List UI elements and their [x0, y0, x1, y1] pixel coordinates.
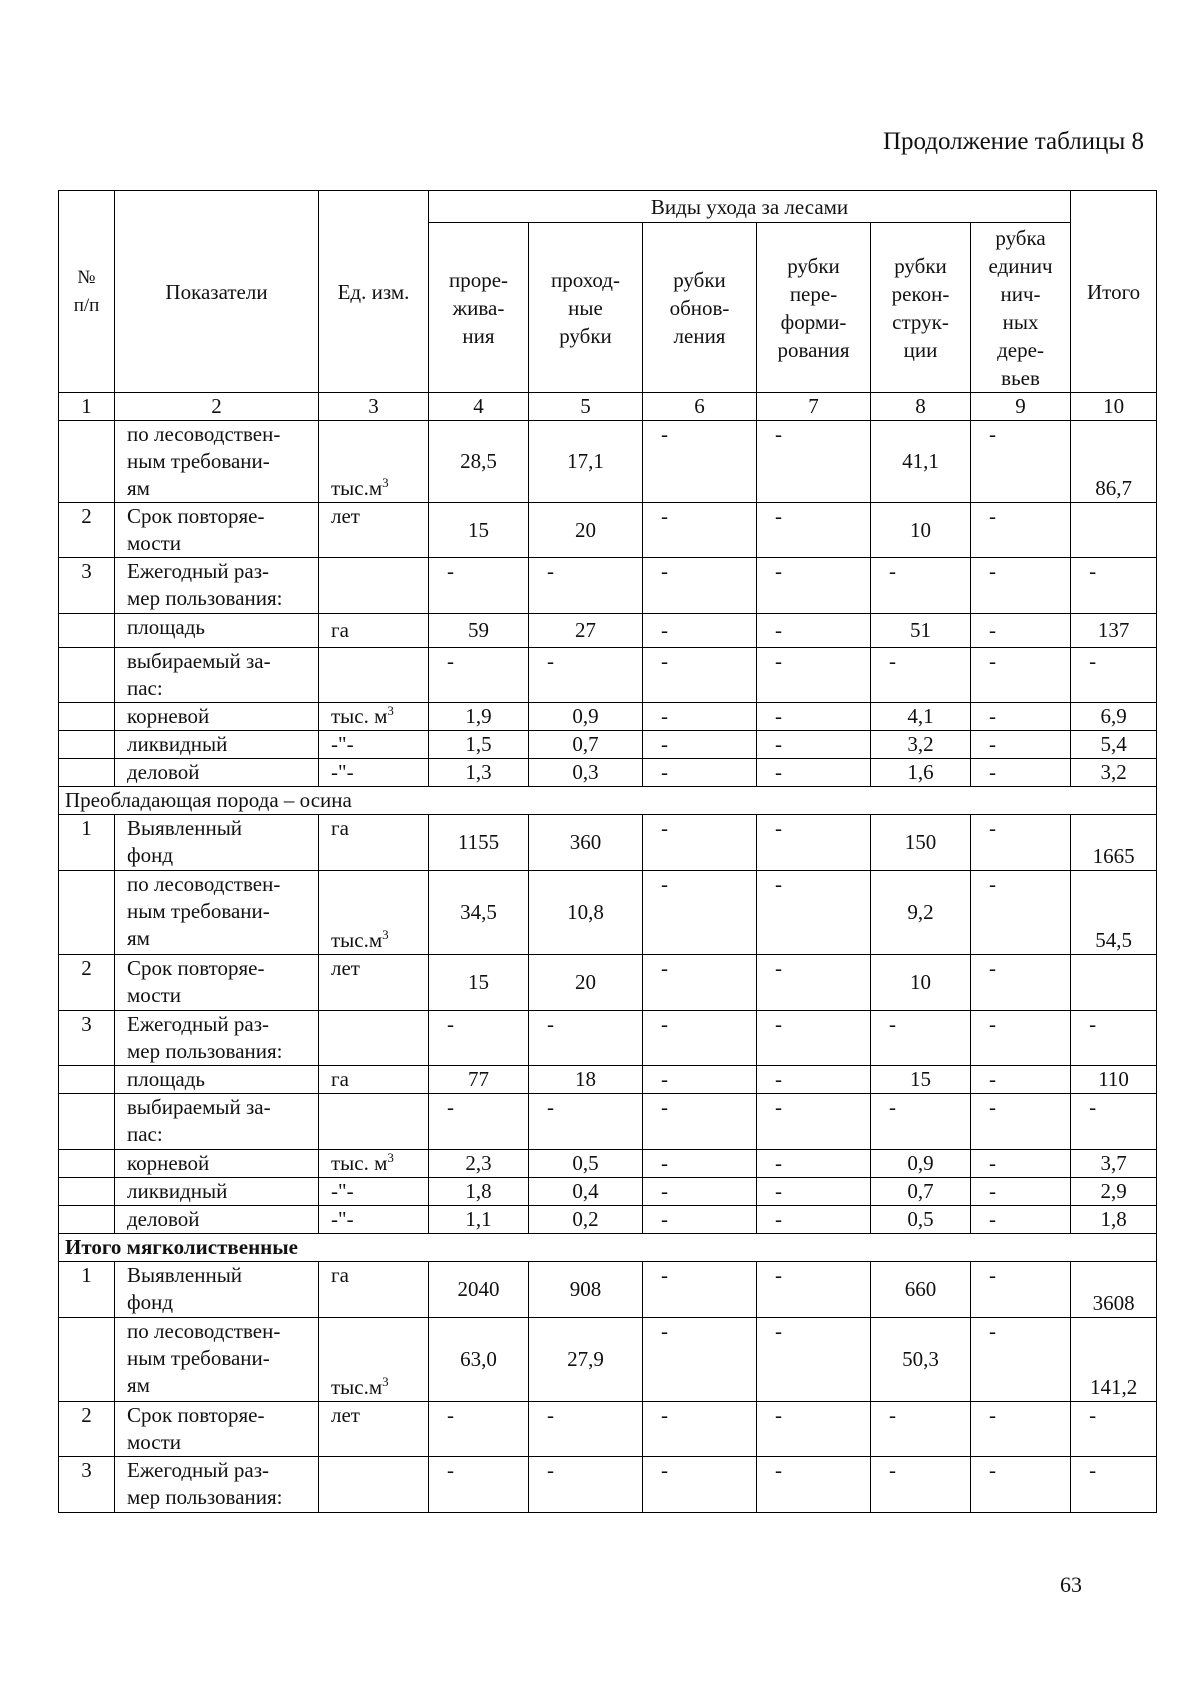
unit-exponent: 3 — [387, 1150, 394, 1165]
value-cell: 59 — [429, 614, 529, 648]
total-cell: 86,7 — [1071, 421, 1157, 503]
total-cell: - — [1071, 1094, 1157, 1150]
value-cell: - — [757, 955, 871, 1011]
indicator-cell: корневой — [115, 1150, 319, 1178]
row-number: 1 — [59, 1262, 115, 1318]
forest-care-table — [58, 190, 1157, 1513]
value-cell: - — [871, 1011, 971, 1066]
value-cell: - — [971, 1066, 1071, 1094]
value-cell: - — [757, 558, 871, 614]
unit-cell — [319, 614, 429, 648]
row-number — [59, 759, 115, 787]
page-number: 63 — [1060, 1572, 1082, 1597]
indicator-cell: площадь — [115, 614, 319, 648]
indicator-cell: Срок повторяе- мости — [115, 1402, 319, 1457]
value-cell: - — [971, 648, 1071, 703]
value-cell: - — [971, 731, 1071, 759]
value-cell: 360 — [529, 815, 643, 871]
value-cell: - — [529, 1457, 643, 1513]
unit-label: га — [331, 618, 349, 642]
value-cell: 1,5 — [429, 731, 529, 759]
value-cell: - — [643, 1094, 757, 1150]
value-cell: 150 — [871, 815, 971, 871]
value-cell: - — [429, 1094, 529, 1150]
row-number — [59, 421, 115, 503]
table-row — [59, 955, 1157, 1011]
unit-cell — [319, 421, 429, 503]
table-row — [59, 558, 1157, 614]
value-cell: 10,8 — [529, 871, 643, 955]
total-cell: 5,4 — [1071, 731, 1157, 759]
value-cell: - — [643, 1318, 757, 1402]
indicator-cell: Срок повторяе- мости — [115, 955, 319, 1011]
value-cell: - — [643, 1150, 757, 1178]
value-cell: - — [643, 1066, 757, 1094]
value-cell: 0,2 — [529, 1206, 643, 1234]
row-number — [59, 1318, 115, 1402]
value-cell: 1,1 — [429, 1206, 529, 1234]
unit-exponent: 3 — [382, 1374, 389, 1389]
indicator-cell: по лесоводствен- ным требовани- ям — [115, 1318, 319, 1402]
table-row — [59, 1094, 1157, 1150]
value-cell: - — [757, 1178, 871, 1206]
value-cell: - — [757, 871, 871, 955]
unit-cell — [319, 759, 429, 787]
table-row — [59, 815, 1157, 871]
section-title: Преобладающая порода – осина — [59, 787, 1157, 815]
total-cell: 3,2 — [1071, 759, 1157, 787]
value-cell: 0,7 — [529, 731, 643, 759]
value-cell: - — [429, 648, 529, 703]
table-row — [59, 1066, 1157, 1094]
row-number: 2 — [59, 1402, 115, 1457]
unit-exponent: 3 — [382, 475, 389, 490]
value-cell: 20 — [529, 955, 643, 1011]
value-cell: 28,5 — [429, 421, 529, 503]
unit-cell — [319, 1178, 429, 1206]
value-cell: - — [871, 1094, 971, 1150]
value-cell: - — [871, 558, 971, 614]
indicator-cell: по лесоводствен- ным требовани- ям — [115, 871, 319, 955]
unit-label: -"- — [331, 1207, 354, 1231]
value-cell: 1,6 — [871, 759, 971, 787]
unit-cell — [319, 1457, 429, 1513]
value-cell: - — [971, 759, 1071, 787]
value-cell: - — [871, 648, 971, 703]
row-number — [59, 648, 115, 703]
row-number: 1 — [59, 815, 115, 871]
unit-label: лет — [331, 956, 360, 980]
value-cell: 1155 — [429, 815, 529, 871]
value-cell: 15 — [429, 955, 529, 1011]
value-cell: - — [643, 1206, 757, 1234]
value-cell: - — [429, 1457, 529, 1513]
table-row — [59, 614, 1157, 648]
unit-label: га — [331, 816, 349, 840]
value-cell: - — [643, 1178, 757, 1206]
total-cell: 54,5 — [1071, 871, 1157, 955]
unit-cell — [319, 1318, 429, 1402]
column-number: 1 — [59, 393, 115, 421]
value-cell: 0,5 — [529, 1150, 643, 1178]
value-cell: - — [757, 648, 871, 703]
value-cell: - — [643, 648, 757, 703]
indicator-cell: ликвидный — [115, 1178, 319, 1206]
value-cell: 15 — [429, 503, 529, 558]
value-cell: - — [971, 1262, 1071, 1318]
value-cell: - — [971, 1206, 1071, 1234]
header-type: рубка единич нич- ных дере- вьев — [971, 223, 1071, 393]
table-row — [59, 759, 1157, 787]
header-type: рубки рекон- струк- ции — [871, 223, 971, 393]
indicator-cell: по лесоводствен- ным требовани- ям — [115, 421, 319, 503]
value-cell: - — [971, 955, 1071, 1011]
value-cell: 2040 — [429, 1262, 529, 1318]
row-number — [59, 731, 115, 759]
unit-cell — [319, 1150, 429, 1178]
value-cell: - — [643, 614, 757, 648]
row-number — [59, 1094, 115, 1150]
unit-label: тыс.м — [331, 1375, 383, 1399]
table-row — [59, 871, 1157, 955]
row-number — [59, 1206, 115, 1234]
value-cell: - — [757, 1402, 871, 1457]
column-number: 2 — [115, 393, 319, 421]
unit-cell — [319, 558, 429, 614]
value-cell: - — [757, 1150, 871, 1178]
indicator-cell: ликвидный — [115, 731, 319, 759]
value-cell: - — [643, 815, 757, 871]
unit-label: лет — [331, 1403, 360, 1427]
table-caption: Продолжение таблицы 8 — [882, 128, 1144, 155]
unit-exponent: 3 — [382, 927, 389, 942]
table-row — [59, 731, 1157, 759]
header-type: рубки пере- форми- рования — [757, 223, 871, 393]
total-cell: - — [1071, 1402, 1157, 1457]
value-cell: 17,1 — [529, 421, 643, 503]
value-cell: - — [643, 503, 757, 558]
indicator-cell: Ежегодный раз- мер пользования: — [115, 558, 319, 614]
value-cell: - — [643, 558, 757, 614]
value-cell: 0,9 — [529, 703, 643, 731]
unit-label: лет — [331, 504, 360, 528]
value-cell: - — [757, 1318, 871, 1402]
indicator-cell: выбираемый за- пас: — [115, 648, 319, 703]
value-cell: - — [757, 731, 871, 759]
value-cell: - — [971, 558, 1071, 614]
column-number: 6 — [643, 393, 757, 421]
row-number — [59, 703, 115, 731]
value-cell: 1,9 — [429, 703, 529, 731]
unit-label: га — [331, 1263, 349, 1287]
indicator-cell: Выявленный фонд — [115, 1262, 319, 1318]
unit-cell — [319, 503, 429, 558]
total-cell: 1665 — [1071, 815, 1157, 871]
total-cell: 141,2 — [1071, 1318, 1157, 1402]
value-cell: - — [429, 1011, 529, 1066]
row-number: 2 — [59, 955, 115, 1011]
row-number: 2 — [59, 503, 115, 558]
table-row — [59, 1206, 1157, 1234]
value-cell: - — [643, 1402, 757, 1457]
value-cell: 18 — [529, 1066, 643, 1094]
value-cell: - — [757, 759, 871, 787]
table-row — [59, 648, 1157, 703]
table-row — [59, 421, 1157, 503]
column-number: 8 — [871, 393, 971, 421]
value-cell: - — [643, 421, 757, 503]
indicator-cell: деловой — [115, 759, 319, 787]
value-cell: - — [971, 614, 1071, 648]
total-cell — [1071, 955, 1157, 1011]
value-cell: - — [429, 1402, 529, 1457]
value-cell: - — [971, 421, 1071, 503]
header-indicator: Показатели — [115, 191, 319, 393]
unit-label: -"- — [331, 1179, 354, 1203]
unit-label: тыс.м — [331, 476, 383, 500]
unit-cell — [319, 1402, 429, 1457]
row-number — [59, 1178, 115, 1206]
value-cell: - — [757, 703, 871, 731]
total-cell: 2,9 — [1071, 1178, 1157, 1206]
value-cell: - — [643, 759, 757, 787]
total-cell: - — [1071, 1457, 1157, 1513]
section-row — [59, 787, 1157, 815]
table-row — [59, 1318, 1157, 1402]
value-cell: 51 — [871, 614, 971, 648]
value-cell: - — [971, 1318, 1071, 1402]
total-cell: 137 — [1071, 614, 1157, 648]
total-cell: 3608 — [1071, 1262, 1157, 1318]
value-cell: - — [757, 1066, 871, 1094]
table-row — [59, 1150, 1157, 1178]
value-cell: 10 — [871, 955, 971, 1011]
table-row — [59, 1178, 1157, 1206]
value-cell: - — [971, 1150, 1071, 1178]
value-cell: 660 — [871, 1262, 971, 1318]
value-cell: 0,5 — [871, 1206, 971, 1234]
value-cell: - — [643, 955, 757, 1011]
unit-label: тыс.м — [331, 928, 383, 952]
unit-cell — [319, 1262, 429, 1318]
value-cell: - — [529, 558, 643, 614]
table-row — [59, 1402, 1157, 1457]
header-total: Итого — [1071, 191, 1157, 393]
value-cell: - — [529, 1094, 643, 1150]
value-cell: 50,3 — [871, 1318, 971, 1402]
column-number: 5 — [529, 393, 643, 421]
value-cell: - — [971, 1011, 1071, 1066]
value-cell: 0,4 — [529, 1178, 643, 1206]
table-row — [59, 703, 1157, 731]
value-cell: 63,0 — [429, 1318, 529, 1402]
value-cell: - — [871, 1402, 971, 1457]
indicator-cell: Выявленный фонд — [115, 815, 319, 871]
row-number: 3 — [59, 1457, 115, 1513]
value-cell: - — [757, 1262, 871, 1318]
row-number: 3 — [59, 558, 115, 614]
value-cell: - — [643, 703, 757, 731]
unit-label: тыс. м — [331, 704, 388, 728]
value-cell: - — [971, 1402, 1071, 1457]
total-cell: 1,8 — [1071, 1206, 1157, 1234]
value-cell: - — [971, 871, 1071, 955]
value-cell: - — [757, 421, 871, 503]
value-cell: - — [529, 1402, 643, 1457]
value-cell: - — [643, 871, 757, 955]
header-type: проре- жива- ния — [429, 223, 529, 393]
table-row — [59, 503, 1157, 558]
section-row — [59, 1234, 1157, 1262]
value-cell: - — [429, 558, 529, 614]
value-cell: - — [757, 503, 871, 558]
indicator-cell: Ежегодный раз- мер пользования: — [115, 1011, 319, 1066]
value-cell: - — [757, 1094, 871, 1150]
row-number — [59, 1066, 115, 1094]
row-number — [59, 1150, 115, 1178]
column-number: 9 — [971, 393, 1071, 421]
unit-label: га — [331, 1067, 349, 1091]
value-cell: 1,8 — [429, 1178, 529, 1206]
total-cell — [1071, 503, 1157, 558]
value-cell: 27 — [529, 614, 643, 648]
value-cell: - — [971, 703, 1071, 731]
unit-cell — [319, 1094, 429, 1150]
column-number: 3 — [319, 393, 429, 421]
row-number — [59, 614, 115, 648]
table-body — [59, 421, 1157, 1513]
value-cell: 908 — [529, 1262, 643, 1318]
value-cell: - — [971, 815, 1071, 871]
value-cell: 41,1 — [871, 421, 971, 503]
value-cell: 1,3 — [429, 759, 529, 787]
table-row — [59, 1457, 1157, 1513]
table-row — [59, 1011, 1157, 1066]
unit-label: -"- — [331, 760, 354, 784]
value-cell: 0,3 — [529, 759, 643, 787]
value-cell: 0,7 — [871, 1178, 971, 1206]
value-cell: - — [529, 648, 643, 703]
section-title: Итого мягколиственные — [59, 1234, 1157, 1262]
value-cell: - — [529, 1011, 643, 1066]
indicator-cell: деловой — [115, 1206, 319, 1234]
unit-cell — [319, 648, 429, 703]
value-cell: - — [757, 614, 871, 648]
header-type: рубки обнов- ления — [643, 223, 757, 393]
value-cell: 34,5 — [429, 871, 529, 955]
total-cell: - — [1071, 648, 1157, 703]
column-number-row — [59, 393, 1157, 421]
unit-exponent: 3 — [387, 703, 394, 718]
value-cell: - — [757, 1457, 871, 1513]
value-cell: 4,1 — [871, 703, 971, 731]
value-cell: 0,9 — [871, 1150, 971, 1178]
unit-cell — [319, 1011, 429, 1066]
total-cell: - — [1071, 1011, 1157, 1066]
total-cell: - — [1071, 558, 1157, 614]
total-cell: 110 — [1071, 1066, 1157, 1094]
unit-cell — [319, 1066, 429, 1094]
header-group-title: Виды ухода за лесами — [429, 191, 1071, 223]
column-number: 7 — [757, 393, 871, 421]
value-cell: - — [871, 1457, 971, 1513]
row-number: 3 — [59, 1011, 115, 1066]
value-cell: 2,3 — [429, 1150, 529, 1178]
header-type: проход- ные рубки — [529, 223, 643, 393]
unit-cell — [319, 1206, 429, 1234]
row-number — [59, 871, 115, 955]
value-cell: 27,9 — [529, 1318, 643, 1402]
indicator-cell: Срок повторяе- мости — [115, 503, 319, 558]
unit-cell — [319, 703, 429, 731]
value-cell: 10 — [871, 503, 971, 558]
column-number: 4 — [429, 393, 529, 421]
header-no: № п/п — [59, 191, 115, 393]
value-cell: - — [971, 503, 1071, 558]
value-cell: 20 — [529, 503, 643, 558]
value-cell: - — [757, 1206, 871, 1234]
value-cell: 3,2 — [871, 731, 971, 759]
value-cell: - — [971, 1178, 1071, 1206]
unit-cell — [319, 815, 429, 871]
indicator-cell: корневой — [115, 703, 319, 731]
value-cell: - — [971, 1094, 1071, 1150]
total-cell: 6,9 — [1071, 703, 1157, 731]
value-cell: - — [757, 1011, 871, 1066]
value-cell: - — [643, 1262, 757, 1318]
value-cell: - — [757, 815, 871, 871]
value-cell: - — [643, 1457, 757, 1513]
unit-label: -"- — [331, 732, 354, 756]
indicator-cell: площадь — [115, 1066, 319, 1094]
value-cell: 15 — [871, 1066, 971, 1094]
table-row — [59, 1262, 1157, 1318]
indicator-cell: Ежегодный раз- мер пользования: — [115, 1457, 319, 1513]
header-unit: Ед. изм. — [319, 191, 429, 393]
value-cell: 9,2 — [871, 871, 971, 955]
column-number: 10 — [1071, 393, 1157, 421]
unit-cell — [319, 955, 429, 1011]
value-cell: - — [643, 731, 757, 759]
value-cell: 77 — [429, 1066, 529, 1094]
value-cell: - — [643, 1011, 757, 1066]
unit-label: тыс. м — [331, 1151, 388, 1175]
total-cell: 3,7 — [1071, 1150, 1157, 1178]
unit-cell — [319, 871, 429, 955]
value-cell: - — [971, 1457, 1071, 1513]
unit-cell — [319, 731, 429, 759]
indicator-cell: выбираемый за- пас: — [115, 1094, 319, 1150]
